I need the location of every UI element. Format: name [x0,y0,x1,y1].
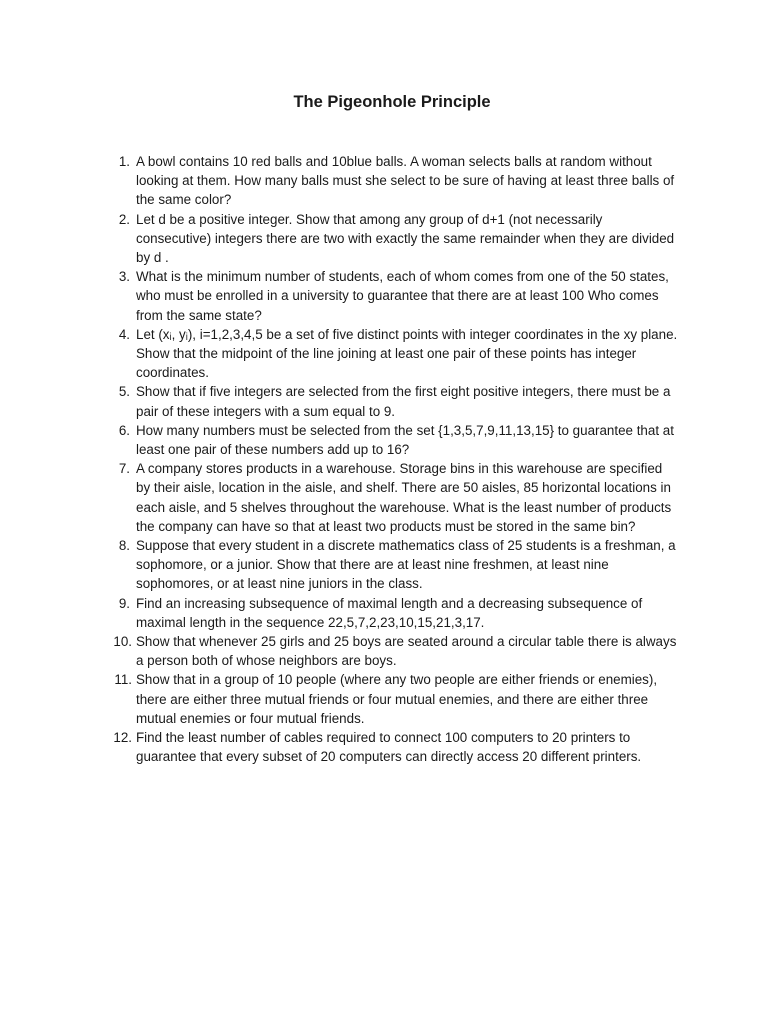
problem-text: How many numbers must be selected from the set {1,3,5,7,9,11,13,15} to guarantee that at least one pair of these numbers add up to 16? [136,422,674,458]
problem-number: 10. [113,634,132,650]
problem-text: A bowl contains 10 red balls and 10blue balls. A woman selects balls at random without looking at them. How many balls must she select to be sure of having at least three balls of the same color? [136,154,675,208]
problem-item-3 [108,267,680,325]
problem-text: Find an increasing subsequence of maximal length and a decreasing subsequence of maximal length in the sequence 22,5,7,2,23,10,15,21,3,17. [136,595,643,630]
problem-number: 12. [113,730,132,746]
problem-number: 7. [118,461,130,477]
problem-text: Show that in a group of 10 people (where any two people are either friends or enemies), there are either three mutual friends or four mutual enemies, and there are either three mutual enemies or four mutual friends. [136,672,658,726]
problem-text: Let d be a positive integer. Show that among any group of d+1 (not necessarily consecutive) integers there are two with exactly the same remainder when they are divided by d . [136,211,675,266]
problem-item-11 [108,670,680,728]
problem-number: 11. [114,672,132,688]
problem-number: 6. [118,422,130,438]
problem-item-5 [108,382,680,420]
problem-text: What is the minimum number of students, each of whom comes from one of the 50 states, who must be enrolled in a university to guarantee that there are at least 100 Who comes from the same state? [136,269,669,323]
problem-text: A company stores products in a warehouse. Storage bins in this warehouse are specified by their aisle, location in the aisle, and shelf. There are 50 aisles, 85 horizontal locations in each aisle, and 5 shelves throughout the warehouse. What is the least number of products the company can have so that at least two products must be stored in the same bin? [136,461,672,534]
problem-item-12 [108,728,680,766]
problem-item-7 [108,459,680,536]
problem-number: 8. [118,538,130,554]
problem-number: 1. [118,154,130,169]
problem-list [108,152,680,767]
problem-number: 2. [118,211,130,227]
problem-text: Suppose that every student in a discrete mathematics class of 25 students is a freshman, a sophomore, or a junior. Show that there are at least nine freshmen, at least nine sophomores, or at least nine juniors in the class. [136,538,676,592]
document-title: The Pigeonhole Principle [293,93,491,111]
problem-number: 9. [118,595,130,611]
problem-item-1 [108,152,680,210]
problem-number: 5. [118,384,130,400]
problem-item-6 [108,421,680,459]
problem-item-4 [108,325,680,383]
problem-item-8 [108,536,680,594]
problem-text: Find the least number of cables required to connect 100 computers to 20 printers to guarantee that every subset of 20 computers can directly access 20 different printers. [136,730,642,765]
problem-text: Show that whenever 25 girls and 25 boys are seated around a circular table there is always a person both of whose neighbors are boys. [136,634,677,669]
problem-item-2 [108,210,680,268]
problem-number: 3. [118,269,130,285]
problem-text: Let (xᵢ, yᵢ), i=1,2,3,4,5 be a set of five distinct points with integer coordinates in the xy plane. Show that the midpoint of the line joining at least one pair of these points has integer coordinates. [136,326,678,381]
problem-item-9 [108,594,680,632]
problem-number: 4. [118,326,130,342]
problem-item-10 [108,632,680,670]
problem-text: Show that if five integers are selected from the first eight positive integers, there must be a pair of these integers with a sum equal to 9. [136,384,671,419]
